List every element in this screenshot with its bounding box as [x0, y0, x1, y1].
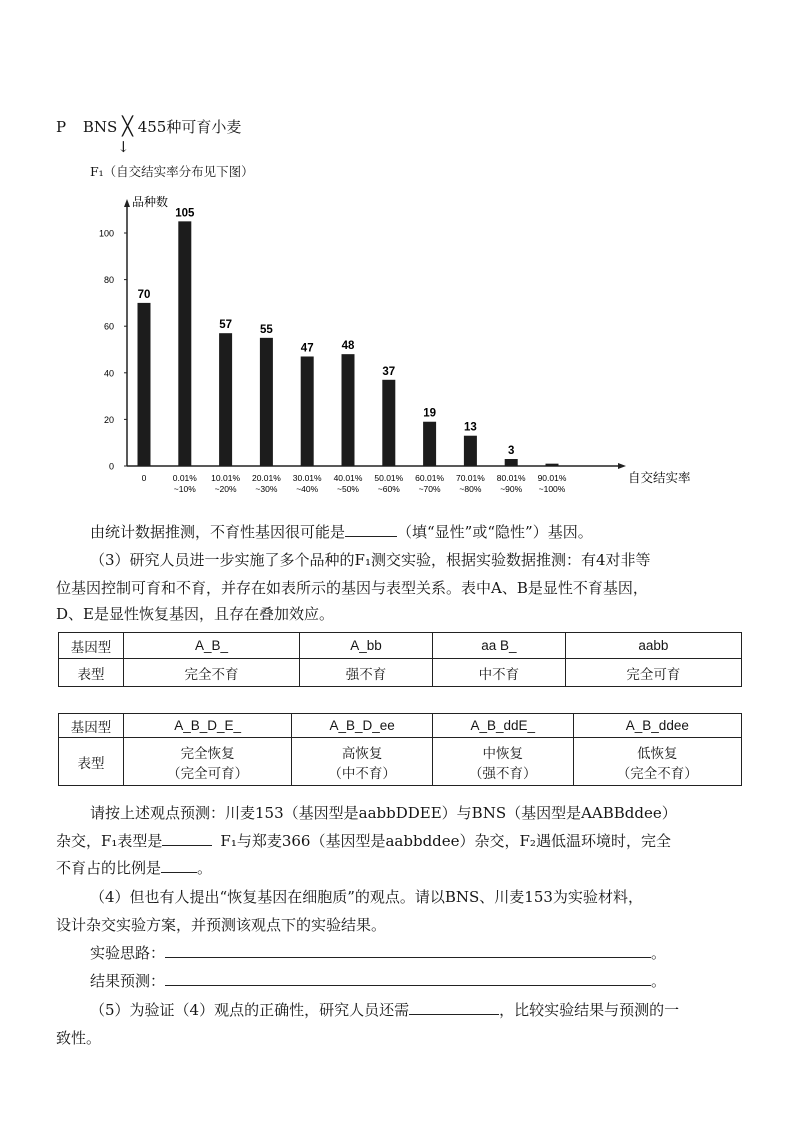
bar [138, 303, 151, 466]
down-arrow: ↓ [117, 138, 130, 156]
table1-genotype: aabb [565, 633, 741, 659]
x-tick-label: ~10% [173, 484, 196, 494]
table2-row-label: 表型 [59, 738, 124, 786]
x-tick-label: ~100% [538, 484, 566, 494]
phenotype-line2: （强不育） [469, 765, 537, 782]
phenotype-line1: 完全恢复 [180, 745, 235, 762]
x-tick-label: 80.01% [496, 473, 526, 483]
q3-intro-line-3: D、E是显性恢复基因，且存在叠加效应。 [56, 605, 334, 623]
bar-value-label: 70 [137, 288, 151, 301]
bar-value-label: 57 [219, 319, 232, 332]
q3-f1-text: 杂交，F₁表型是 [56, 832, 163, 850]
table1-genotype: A_B_ [124, 633, 300, 659]
table1-phenotype: 强不育 [300, 659, 433, 687]
table1-phenotype: 完全可育 [565, 659, 741, 687]
table1-genotype: A_bb [300, 633, 433, 659]
x-tick-label: 70.01% [455, 473, 485, 483]
q3-ratio-text: 不育占的比例是 [56, 859, 162, 877]
phenotype-line2: （完全不育） [616, 765, 698, 782]
table2-genotype: A_B_D_E_ [124, 714, 292, 738]
table2-phenotype [292, 738, 433, 786]
table2-genotype: A_B_D_ee [292, 714, 433, 738]
table1-phenotype: 中不育 [432, 659, 565, 687]
table1-header: 基因型 [59, 633, 124, 659]
result-prediction-line [90, 969, 666, 993]
y-tick-label: 20 [103, 414, 114, 425]
table2-genotype: A_B_ddE_ [432, 714, 573, 738]
genotype-table-2 [58, 713, 742, 786]
x-tick-label: ~70% [418, 484, 441, 494]
x-tick-label: ~60% [377, 484, 400, 494]
y-tick-label: 0 [108, 461, 114, 472]
experiment-idea-label: 实验思路： [90, 944, 166, 962]
genotype-table-1 [58, 632, 742, 687]
q3-intro-line-2: 位基因控制可育和不育，并存在如表所示的基因与表型关系。表中A、B是显性不育基因， [56, 579, 648, 597]
bar [464, 436, 477, 466]
bar-value-label: 47 [300, 342, 314, 355]
bar [178, 221, 191, 466]
phenotype-line2: （完全可育） [167, 765, 249, 782]
table2-phenotype [573, 738, 741, 786]
bar [219, 333, 232, 466]
bar [546, 464, 559, 466]
bar [382, 380, 395, 466]
phenotype-line1: 高恢复 [341, 745, 383, 762]
period: 。 [651, 944, 667, 962]
x-tick-label: 0.01% [172, 473, 197, 483]
bar [423, 422, 436, 466]
q2-after: （填“显性”或“隐性”）基因。 [397, 523, 593, 541]
y-axis-label: 品种数 [132, 195, 169, 209]
x-tick-label: 10.01% [211, 473, 241, 483]
q3-question-line-1: 请按上述观点预测：川麦153（基因型是aabbDDEE）与BNS（基因型是AABBddee） [90, 804, 677, 822]
x-tick-label: 0 [141, 473, 147, 483]
result-prediction-blank[interactable] [165, 969, 651, 986]
bar-value-label: 55 [260, 323, 273, 336]
q5-after: ，比较实验结果与预测的一 [499, 1001, 680, 1019]
q5-line-1 [90, 998, 679, 1022]
parent1: BNS [82, 118, 118, 136]
bar-value-label: 3 [507, 445, 515, 458]
sterile-ratio-blank[interactable] [161, 856, 197, 873]
bar-value-label: 19 [423, 407, 436, 420]
q2-text: 由统计数据推测，不育性基因很可能是 [90, 523, 346, 541]
q3-f2-text: F₁与郑麦366（基因型是aabbddee）杂交，F₂遇低温环境时，完全 [220, 832, 671, 850]
x-tick-label: ~80% [459, 484, 482, 494]
x-axis-arrow [618, 463, 626, 469]
table2-header: 基因型 [59, 714, 124, 738]
result-prediction-label: 结果预测： [90, 972, 166, 990]
x-tick-label: 90.01% [537, 473, 567, 483]
x-tick-label: 20.01% [251, 473, 281, 483]
experiment-idea-line [90, 941, 666, 965]
phenotype-line2: （中不育） [328, 765, 396, 782]
x-tick-label: ~20% [214, 484, 237, 494]
q4-line-1: （4）但也有人提出“恢复基因在细胞质”的观点。请以BNS、川麦153为实验材料， [90, 888, 643, 906]
f1-caption: F₁（自交结实率分布见下图） [90, 164, 254, 179]
bar [301, 356, 314, 466]
bar-value-label: 37 [382, 365, 396, 378]
y-tick-label: 100 [98, 228, 114, 239]
q5-text: （5）为验证（4）观点的正确性，研究人员还需 [90, 1001, 410, 1019]
table1-phenotype: 完全不育 [124, 659, 300, 687]
x-tick-label: 40.01% [333, 473, 363, 483]
bar [505, 459, 518, 466]
q4-line-2: 设计杂交实验方案，并预测该观点下的实验结果。 [56, 916, 387, 934]
bar-value-label: 13 [464, 421, 477, 434]
q3-question-line-3 [56, 856, 212, 880]
q2-blank[interactable] [345, 520, 397, 537]
parent2: 455种可育小麦 [137, 118, 242, 136]
table2-phenotype [124, 738, 292, 786]
x-tick-label: 50.01% [374, 473, 404, 483]
phenotype-line1: 低恢复 [637, 745, 678, 762]
period: 。 [651, 972, 667, 990]
table1-genotype: aa B_ [432, 633, 565, 659]
q3-period: 。 [197, 859, 213, 877]
q5-blank[interactable] [409, 998, 499, 1015]
bar-value-label: 48 [341, 340, 355, 353]
x-axis-label: 自交结实率 [628, 470, 691, 485]
bar-value-label: 105 [175, 207, 195, 220]
f1-phenotype-blank[interactable] [162, 829, 212, 846]
q2-line [90, 520, 593, 544]
x-tick-label: 60.01% [415, 473, 445, 483]
x-tick-label: 30.01% [292, 473, 322, 483]
q5-line-2: 致性。 [56, 1029, 102, 1047]
q3-question-line-2 [56, 829, 671, 853]
cross-symbol: ╳ [122, 116, 133, 137]
x-tick-label: ~50% [337, 484, 359, 494]
x-tick-label: ~40% [296, 484, 319, 494]
table2-genotype: A_B_ddee [573, 714, 741, 738]
y-tick-label: 60 [103, 321, 114, 332]
x-tick-label: ~30% [255, 484, 278, 494]
y-axis-arrow [124, 199, 130, 207]
fertility-bar-chart [0, 0, 800, 500]
bar [342, 354, 355, 466]
y-tick-label: 80 [103, 275, 114, 286]
bar [260, 338, 273, 466]
q3-intro-line-1: （3）研究人员进一步实施了多个品种的F₁测交实验，根据实验数据推测：有4对非等 [90, 551, 651, 569]
p-label: P [56, 118, 67, 136]
x-tick-label: ~90% [500, 484, 523, 494]
y-tick-label: 40 [103, 368, 114, 379]
phenotype-line1: 中恢复 [482, 745, 524, 762]
table2-phenotype [432, 738, 573, 786]
table1-row-label: 表型 [59, 659, 124, 687]
experiment-idea-blank[interactable] [165, 941, 651, 958]
